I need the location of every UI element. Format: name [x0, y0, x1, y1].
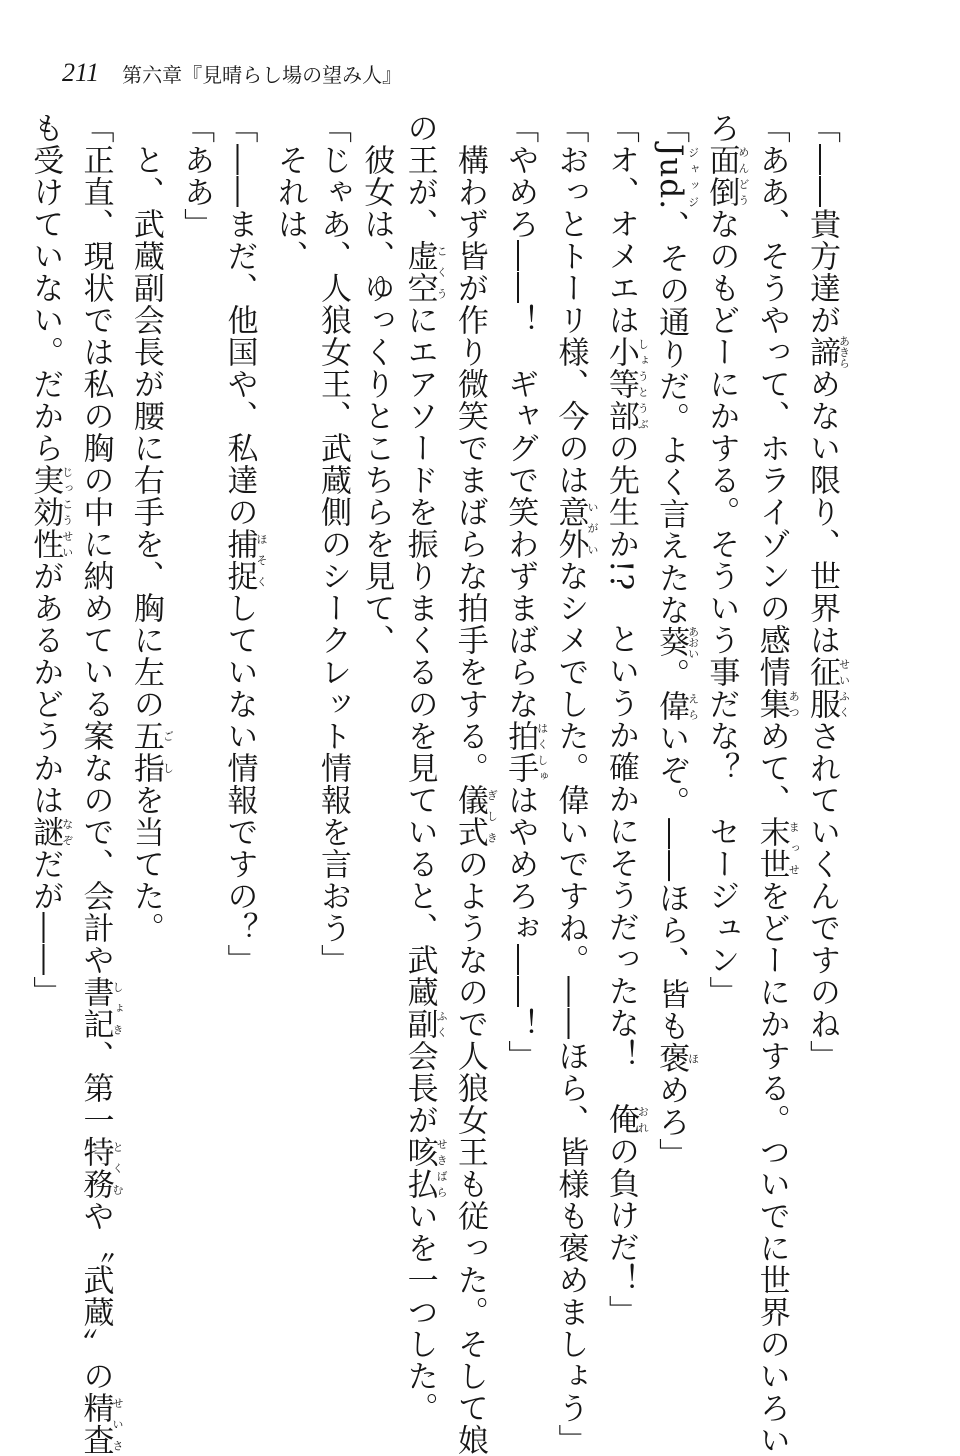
text-run: めて、 — [753, 720, 790, 816]
text-run: 構わず皆が作り微笑でまばらな拍手をする。 — [451, 112, 488, 784]
text-run: 彼女は、ゆっくりとこちらを見て、 — [358, 112, 395, 656]
ruby-annotation: 謎なぞ — [27, 816, 74, 848]
text-run: めろ」 — [653, 1074, 690, 1171]
text-line — [73, 112, 125, 1456]
text-run: をどーにかする。ついでに世界のいろい — [753, 880, 790, 1456]
chapter-title: 第六章『見晴らし場の望み人』 — [122, 62, 403, 87]
ruby-annotation: 副ふく — [401, 1008, 449, 1040]
text-run: ろ — [703, 112, 740, 144]
text-run: 「――まだ、他国や、私達の — [221, 112, 258, 528]
text-line — [217, 112, 267, 1362]
text-run: 「――貴方達が — [804, 112, 840, 336]
text-line — [354, 112, 397, 1362]
text-run: いぞ。――ほら、皆も — [653, 722, 690, 1043]
text-run: されていくんですのね」 — [804, 720, 840, 1072]
text-line — [397, 112, 449, 1424]
ruby-annotation: 俺おれ — [602, 1103, 650, 1136]
ruby-annotation: 征服せいふく — [804, 656, 851, 720]
text-run: はやめろぉ――！」 — [502, 784, 539, 1072]
text-run: めない限り、世界は — [804, 368, 840, 656]
text-run: いを一つした。 — [401, 1200, 438, 1424]
text-run: していない情報ですの？」 — [221, 592, 258, 976]
text-run: だが――」 — [27, 848, 64, 1008]
text-line — [548, 112, 600, 1456]
text-run: も受けていない。だから — [27, 112, 64, 464]
ruby-annotation: 虚空こくう — [401, 240, 449, 304]
ruby-annotation: 末世まっせ — [753, 816, 801, 880]
text-line — [448, 112, 499, 1456]
text-run: 「やめろ――！ ギャグで笑わずまばらな — [502, 112, 539, 720]
ruby-annotation: 書記しょき — [77, 976, 125, 1040]
text-line — [124, 112, 174, 1362]
ruby-annotation: 儀式ぎしき — [451, 784, 499, 848]
text-line — [599, 112, 649, 1362]
text-line — [649, 112, 699, 1362]
text-run: それは、 — [271, 112, 308, 272]
ruby-annotation: Jud.ジャッジ — [653, 144, 700, 211]
text-run: と、武蔵副会長が腰に右手を、胸に左の — [127, 112, 164, 720]
ruby-annotation: 葵あおい — [653, 625, 700, 659]
text-run: なシメでした。偉いですね。――ほら、皆様も褒めましょう」 — [552, 560, 589, 1456]
text-line — [311, 112, 354, 1362]
text-run: 会長が — [401, 1040, 438, 1136]
text-line — [498, 112, 548, 1362]
page-header — [62, 58, 402, 92]
text-run: の先生か!? というか確かにそうだったな！ — [602, 432, 639, 1104]
text-run: 「正直、現状では私の胸の中に納めている案なので、会計や — [77, 112, 114, 976]
ruby-annotation: 諦あきら — [804, 335, 851, 369]
text-run: 「ああ、そうやって、ホライゾンの感情 — [753, 112, 790, 688]
ruby-annotation: 褒ほ — [653, 1042, 700, 1075]
text-run: があるかどうかは — [27, 560, 64, 816]
text-run: 「 — [653, 112, 690, 144]
vertical-body-text — [27, 112, 851, 1456]
ruby-annotation: 五指ごし — [127, 720, 175, 784]
text-run: 。 — [653, 658, 690, 691]
ruby-annotation: 拍手はくしゅ — [502, 720, 549, 784]
ruby-annotation: 実効性じっこうせい — [27, 464, 74, 560]
text-run: や〝武蔵〟の — [77, 1200, 114, 1392]
text-run: 「オ、オメエは — [602, 112, 639, 336]
ruby-annotation: 特務とくむ — [77, 1136, 125, 1200]
text-line — [23, 112, 73, 1362]
page-number: 211 — [62, 58, 100, 87]
text-run: 、第一 — [77, 1040, 114, 1136]
text-run: のようなので人狼女王も従った。そして娘 — [451, 848, 488, 1456]
text-line — [749, 112, 801, 1456]
ruby-annotation: 咳払せきばら — [401, 1136, 449, 1200]
text-run: 「じゃあ、人狼女王、武蔵側のシークレット情報を言おう」 — [315, 112, 352, 976]
text-line — [800, 112, 850, 1362]
text-run: を当てた。 — [127, 784, 164, 944]
text-run: の負けだ！」 — [602, 1135, 639, 1328]
text-line — [267, 112, 310, 1362]
text-run: 、その通りだ。よく言えたな — [653, 210, 690, 627]
text-run: 「おっとトーリ様、今のは — [552, 112, 589, 496]
text-run: の王が、 — [401, 112, 438, 240]
text-line — [699, 112, 749, 1362]
ruby-annotation: 精査せいさ — [77, 1392, 125, 1456]
ruby-annotation: 意外いがい — [552, 496, 600, 560]
text-line — [174, 112, 217, 1362]
text-run: 「ああ」 — [178, 112, 215, 240]
ruby-annotation: 捕捉ほそく — [221, 528, 268, 592]
text-run: にエアソードを振りまくるのを見ていると、武蔵 — [401, 304, 438, 1008]
ruby-annotation: 小等部しょうとうぶ — [602, 336, 650, 432]
ruby-annotation: 面倒めんどう — [703, 144, 750, 208]
ruby-annotation: 集あつ — [753, 688, 801, 720]
text-run: なのもどーにかする。そういう事だな？ セージュン」 — [703, 208, 740, 1008]
ruby-annotation: 偉えら — [653, 690, 700, 723]
